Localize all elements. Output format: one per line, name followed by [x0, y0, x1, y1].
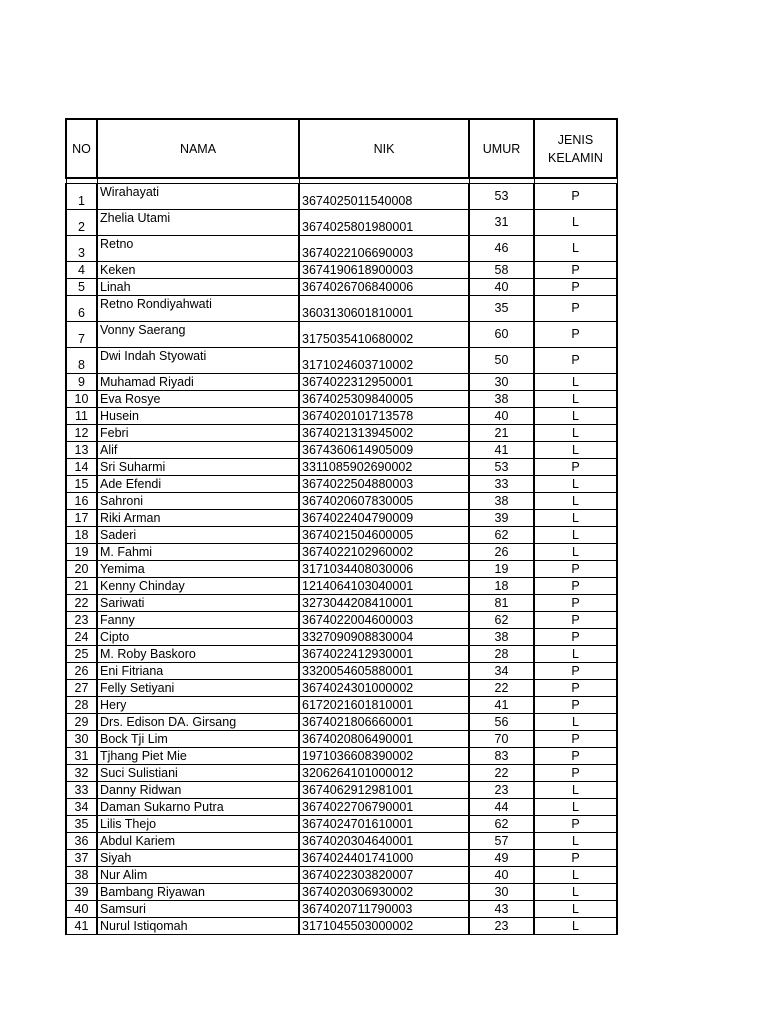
row-nama: Keken [97, 262, 299, 279]
row-umur: 58 [469, 262, 534, 279]
row-number: 5 [66, 279, 97, 296]
row-nama: Nurul Istiqomah [97, 918, 299, 935]
table-row [66, 697, 617, 714]
row-nik: 3674020306930002 [299, 884, 469, 901]
row-number: 28 [66, 697, 97, 714]
row-umur: 30 [469, 374, 534, 391]
row-number: 22 [66, 595, 97, 612]
table-row [66, 765, 617, 782]
table-row [66, 918, 617, 935]
row-jenis-kelamin: P [534, 184, 617, 210]
table-row [66, 425, 617, 442]
header-umur: UMUR [469, 119, 534, 178]
row-number: 11 [66, 408, 97, 425]
row-jenis-kelamin: L [534, 867, 617, 884]
row-jenis-kelamin: P [534, 561, 617, 578]
table-row [66, 476, 617, 493]
row-umur: 57 [469, 833, 534, 850]
row-nik: 3171045503000002 [299, 918, 469, 935]
table-row [66, 527, 617, 544]
row-umur: 34 [469, 663, 534, 680]
row-umur: 53 [469, 459, 534, 476]
row-nik: 1971036608390002 [299, 748, 469, 765]
row-jenis-kelamin: L [534, 527, 617, 544]
table-row [66, 442, 617, 459]
row-number: 4 [66, 262, 97, 279]
row-jenis-kelamin: L [534, 884, 617, 901]
row-number: 41 [66, 918, 97, 935]
row-nama: Alif [97, 442, 299, 459]
table-row [66, 748, 617, 765]
row-jenis-kelamin: L [534, 391, 617, 408]
row-nik: 3674025801980001 [299, 210, 469, 236]
row-number: 26 [66, 663, 97, 680]
table-row [66, 646, 617, 663]
row-jenis-kelamin: P [534, 629, 617, 646]
table-body [66, 184, 617, 935]
row-nama: Drs. Edison DA. Girsang [97, 714, 299, 731]
table-row [66, 459, 617, 476]
row-nama: Eva Rosye [97, 391, 299, 408]
row-nik: 3674022404790009 [299, 510, 469, 527]
row-number: 24 [66, 629, 97, 646]
header-nama: NAMA [97, 119, 299, 178]
row-number: 34 [66, 799, 97, 816]
row-umur: 56 [469, 714, 534, 731]
table-header [66, 119, 617, 178]
row-number: 27 [66, 680, 97, 697]
row-nama: Danny Ridwan [97, 782, 299, 799]
row-umur: 83 [469, 748, 534, 765]
row-jenis-kelamin: L [534, 646, 617, 663]
row-number: 9 [66, 374, 97, 391]
row-number: 3 [66, 236, 97, 262]
row-number: 29 [66, 714, 97, 731]
row-number: 8 [66, 348, 97, 374]
row-umur: 26 [469, 544, 534, 561]
header-nik: NIK [299, 119, 469, 178]
row-number: 30 [66, 731, 97, 748]
row-umur: 19 [469, 561, 534, 578]
header-jenis-kelamin-line2: KELAMIN [548, 150, 603, 165]
table-row [66, 578, 617, 595]
row-umur: 38 [469, 629, 534, 646]
row-jenis-kelamin: L [534, 833, 617, 850]
row-jenis-kelamin: P [534, 578, 617, 595]
row-nik: 3674025309840005 [299, 391, 469, 408]
row-nik: 3674026706840006 [299, 279, 469, 296]
row-nik: 3674024701610001 [299, 816, 469, 833]
row-jenis-kelamin: P [534, 663, 617, 680]
row-jenis-kelamin: L [534, 476, 617, 493]
table-row [66, 184, 617, 210]
row-nik: 3674020607830005 [299, 493, 469, 510]
row-umur: 35 [469, 296, 534, 322]
table-row [66, 850, 617, 867]
row-nik: 3603130601810001 [299, 296, 469, 322]
row-number: 2 [66, 210, 97, 236]
row-number: 1 [66, 184, 97, 210]
table-row [66, 629, 617, 646]
row-jenis-kelamin: P [534, 850, 617, 867]
row-number: 36 [66, 833, 97, 850]
row-nama: Sri Suharmi [97, 459, 299, 476]
row-jenis-kelamin: L [534, 210, 617, 236]
row-number: 39 [66, 884, 97, 901]
row-jenis-kelamin: L [534, 425, 617, 442]
row-jenis-kelamin: P [534, 322, 617, 348]
row-nik: 3674024301000002 [299, 680, 469, 697]
row-nama: Kenny Chinday [97, 578, 299, 595]
row-nik: 3311085902690002 [299, 459, 469, 476]
row-nik: 3674190618900003 [299, 262, 469, 279]
row-nama: Sahroni [97, 493, 299, 510]
row-nik: 3674020101713578 [299, 408, 469, 425]
row-umur: 21 [469, 425, 534, 442]
row-umur: 23 [469, 918, 534, 935]
row-jenis-kelamin: L [534, 782, 617, 799]
row-jenis-kelamin: L [534, 374, 617, 391]
header-jenis-kelamin-line1: JENIS [557, 132, 594, 147]
row-nama: Zhelia Utami [97, 210, 299, 236]
row-number: 33 [66, 782, 97, 799]
row-jenis-kelamin: P [534, 348, 617, 374]
row-nik: 3674022004600003 [299, 612, 469, 629]
table-row [66, 493, 617, 510]
row-nik: 3175035410680002 [299, 322, 469, 348]
row-nama: Muhamad Riyadi [97, 374, 299, 391]
row-nama: Abdul Kariem [97, 833, 299, 850]
row-nik: 3674020304640001 [299, 833, 469, 850]
row-number: 12 [66, 425, 97, 442]
table-row [66, 510, 617, 527]
row-nama: Husein [97, 408, 299, 425]
row-umur: 43 [469, 901, 534, 918]
row-umur: 49 [469, 850, 534, 867]
row-umur: 30 [469, 884, 534, 901]
row-jenis-kelamin: P [534, 612, 617, 629]
row-nama: Wirahayati [97, 184, 299, 210]
row-nama: Felly Setiyani [97, 680, 299, 697]
row-nik: 3674022504880003 [299, 476, 469, 493]
row-jenis-kelamin: P [534, 816, 617, 833]
row-nik: 3674021806660001 [299, 714, 469, 731]
row-number: 40 [66, 901, 97, 918]
row-jenis-kelamin: L [534, 442, 617, 459]
table-row [66, 544, 617, 561]
row-nik: 3674021504600005 [299, 527, 469, 544]
header-no: NO [66, 119, 97, 178]
row-jenis-kelamin: L [534, 236, 617, 262]
table-row [66, 612, 617, 629]
row-nik: 3674020806490001 [299, 731, 469, 748]
row-jenis-kelamin: P [534, 595, 617, 612]
row-nama: Retno Rondiyahwati [97, 296, 299, 322]
row-umur: 40 [469, 867, 534, 884]
row-jenis-kelamin: P [534, 680, 617, 697]
row-jenis-kelamin: P [534, 748, 617, 765]
table-row [66, 279, 617, 296]
row-nik: 3171024603710002 [299, 348, 469, 374]
table-row [66, 901, 617, 918]
row-jenis-kelamin: L [534, 510, 617, 527]
table-row [66, 680, 617, 697]
row-nama: Linah [97, 279, 299, 296]
row-nama: Bambang Riyawan [97, 884, 299, 901]
row-umur: 33 [469, 476, 534, 493]
row-number: 7 [66, 322, 97, 348]
row-nik: 3674062912981001 [299, 782, 469, 799]
row-umur: 50 [469, 348, 534, 374]
table-row [66, 374, 617, 391]
row-nama: Samsuri [97, 901, 299, 918]
table-row [66, 391, 617, 408]
row-umur: 62 [469, 527, 534, 544]
row-nik: 1214064103040001 [299, 578, 469, 595]
row-nik: 3674022303820007 [299, 867, 469, 884]
row-jenis-kelamin: L [534, 493, 617, 510]
row-nama: M. Fahmi [97, 544, 299, 561]
row-nama: Eni Fitriana [97, 663, 299, 680]
row-number: 21 [66, 578, 97, 595]
table-row [66, 348, 617, 374]
row-jenis-kelamin: L [534, 714, 617, 731]
row-umur: 38 [469, 391, 534, 408]
header-jenis-kelamin [534, 119, 617, 178]
table-row [66, 408, 617, 425]
row-nama: Yemima [97, 561, 299, 578]
row-nama: Fanny [97, 612, 299, 629]
row-number: 32 [66, 765, 97, 782]
row-nama: Riki Arman [97, 510, 299, 527]
table-row [66, 884, 617, 901]
row-jenis-kelamin: L [534, 918, 617, 935]
row-jenis-kelamin: L [534, 408, 617, 425]
row-nik: 3674024401741000 [299, 850, 469, 867]
row-jenis-kelamin: P [534, 296, 617, 322]
table-row [66, 262, 617, 279]
row-umur: 40 [469, 408, 534, 425]
row-nama: Cipto [97, 629, 299, 646]
table-row [66, 322, 617, 348]
row-jenis-kelamin: P [534, 731, 617, 748]
row-nama: Febri [97, 425, 299, 442]
row-nama: Lilis Thejo [97, 816, 299, 833]
table-row [66, 595, 617, 612]
row-umur: 53 [469, 184, 534, 210]
row-nik: 3674022706790001 [299, 799, 469, 816]
resident-table [65, 118, 618, 935]
row-umur: 23 [469, 782, 534, 799]
table-row [66, 663, 617, 680]
row-jenis-kelamin: P [534, 262, 617, 279]
row-umur: 28 [469, 646, 534, 663]
row-umur: 81 [469, 595, 534, 612]
row-jenis-kelamin: L [534, 901, 617, 918]
row-number: 31 [66, 748, 97, 765]
table-row [66, 867, 617, 884]
table-row [66, 731, 617, 748]
row-nik: 3674020711790003 [299, 901, 469, 918]
row-nama: Bock Tji Lim [97, 731, 299, 748]
row-jenis-kelamin: P [534, 697, 617, 714]
row-nama: Siyah [97, 850, 299, 867]
row-nik: 3327090908830004 [299, 629, 469, 646]
row-nik: 3674022412930001 [299, 646, 469, 663]
table-row [66, 210, 617, 236]
row-nik: 3674025011540008 [299, 184, 469, 210]
row-number: 6 [66, 296, 97, 322]
row-umur: 22 [469, 765, 534, 782]
table-row [66, 296, 617, 322]
row-umur: 62 [469, 816, 534, 833]
row-number: 14 [66, 459, 97, 476]
table-row [66, 816, 617, 833]
row-nama: Retno [97, 236, 299, 262]
row-nik: 3320054605880001 [299, 663, 469, 680]
row-number: 18 [66, 527, 97, 544]
table-row [66, 714, 617, 731]
table-row [66, 799, 617, 816]
row-umur: 41 [469, 442, 534, 459]
row-nama: Vonny Saerang [97, 322, 299, 348]
row-umur: 18 [469, 578, 534, 595]
row-nik: 3674022106690003 [299, 236, 469, 262]
row-umur: 60 [469, 322, 534, 348]
row-umur: 62 [469, 612, 534, 629]
row-umur: 22 [469, 680, 534, 697]
row-nama: Ade Efendi [97, 476, 299, 493]
row-nama: Tjhang Piet Mie [97, 748, 299, 765]
row-number: 17 [66, 510, 97, 527]
row-umur: 31 [469, 210, 534, 236]
row-nama: Hery [97, 697, 299, 714]
row-number: 20 [66, 561, 97, 578]
row-jenis-kelamin: P [534, 459, 617, 476]
row-jenis-kelamin: P [534, 765, 617, 782]
row-jenis-kelamin: P [534, 279, 617, 296]
row-umur: 44 [469, 799, 534, 816]
row-nik: 3674022312950001 [299, 374, 469, 391]
row-nama: Nur Alim [97, 867, 299, 884]
row-number: 16 [66, 493, 97, 510]
row-nik: 3206264101000012 [299, 765, 469, 782]
table-row [66, 561, 617, 578]
row-number: 38 [66, 867, 97, 884]
row-umur: 39 [469, 510, 534, 527]
row-nama: Saderi [97, 527, 299, 544]
row-number: 25 [66, 646, 97, 663]
row-number: 15 [66, 476, 97, 493]
row-nama: Sariwati [97, 595, 299, 612]
row-nama: Suci Sulistiani [97, 765, 299, 782]
row-number: 23 [66, 612, 97, 629]
row-number: 35 [66, 816, 97, 833]
row-umur: 38 [469, 493, 534, 510]
row-nama: Dwi Indah Styowati [97, 348, 299, 374]
row-number: 10 [66, 391, 97, 408]
table-row [66, 782, 617, 799]
row-nik: 3674022102960002 [299, 544, 469, 561]
row-jenis-kelamin: L [534, 799, 617, 816]
row-nik: 3674360614905009 [299, 442, 469, 459]
table-row [66, 236, 617, 262]
row-umur: 41 [469, 697, 534, 714]
row-jenis-kelamin: L [534, 544, 617, 561]
row-number: 19 [66, 544, 97, 561]
header-row [66, 119, 617, 178]
row-nik: 6172021601810001 [299, 697, 469, 714]
row-nama: Daman Sukarno Putra [97, 799, 299, 816]
row-nik: 3171034408030006 [299, 561, 469, 578]
row-nik: 3273044208410001 [299, 595, 469, 612]
row-umur: 46 [469, 236, 534, 262]
row-nama: M. Roby Baskoro [97, 646, 299, 663]
row-umur: 40 [469, 279, 534, 296]
row-number: 13 [66, 442, 97, 459]
row-number: 37 [66, 850, 97, 867]
table-row [66, 833, 617, 850]
row-umur: 70 [469, 731, 534, 748]
row-nik: 3674021313945002 [299, 425, 469, 442]
